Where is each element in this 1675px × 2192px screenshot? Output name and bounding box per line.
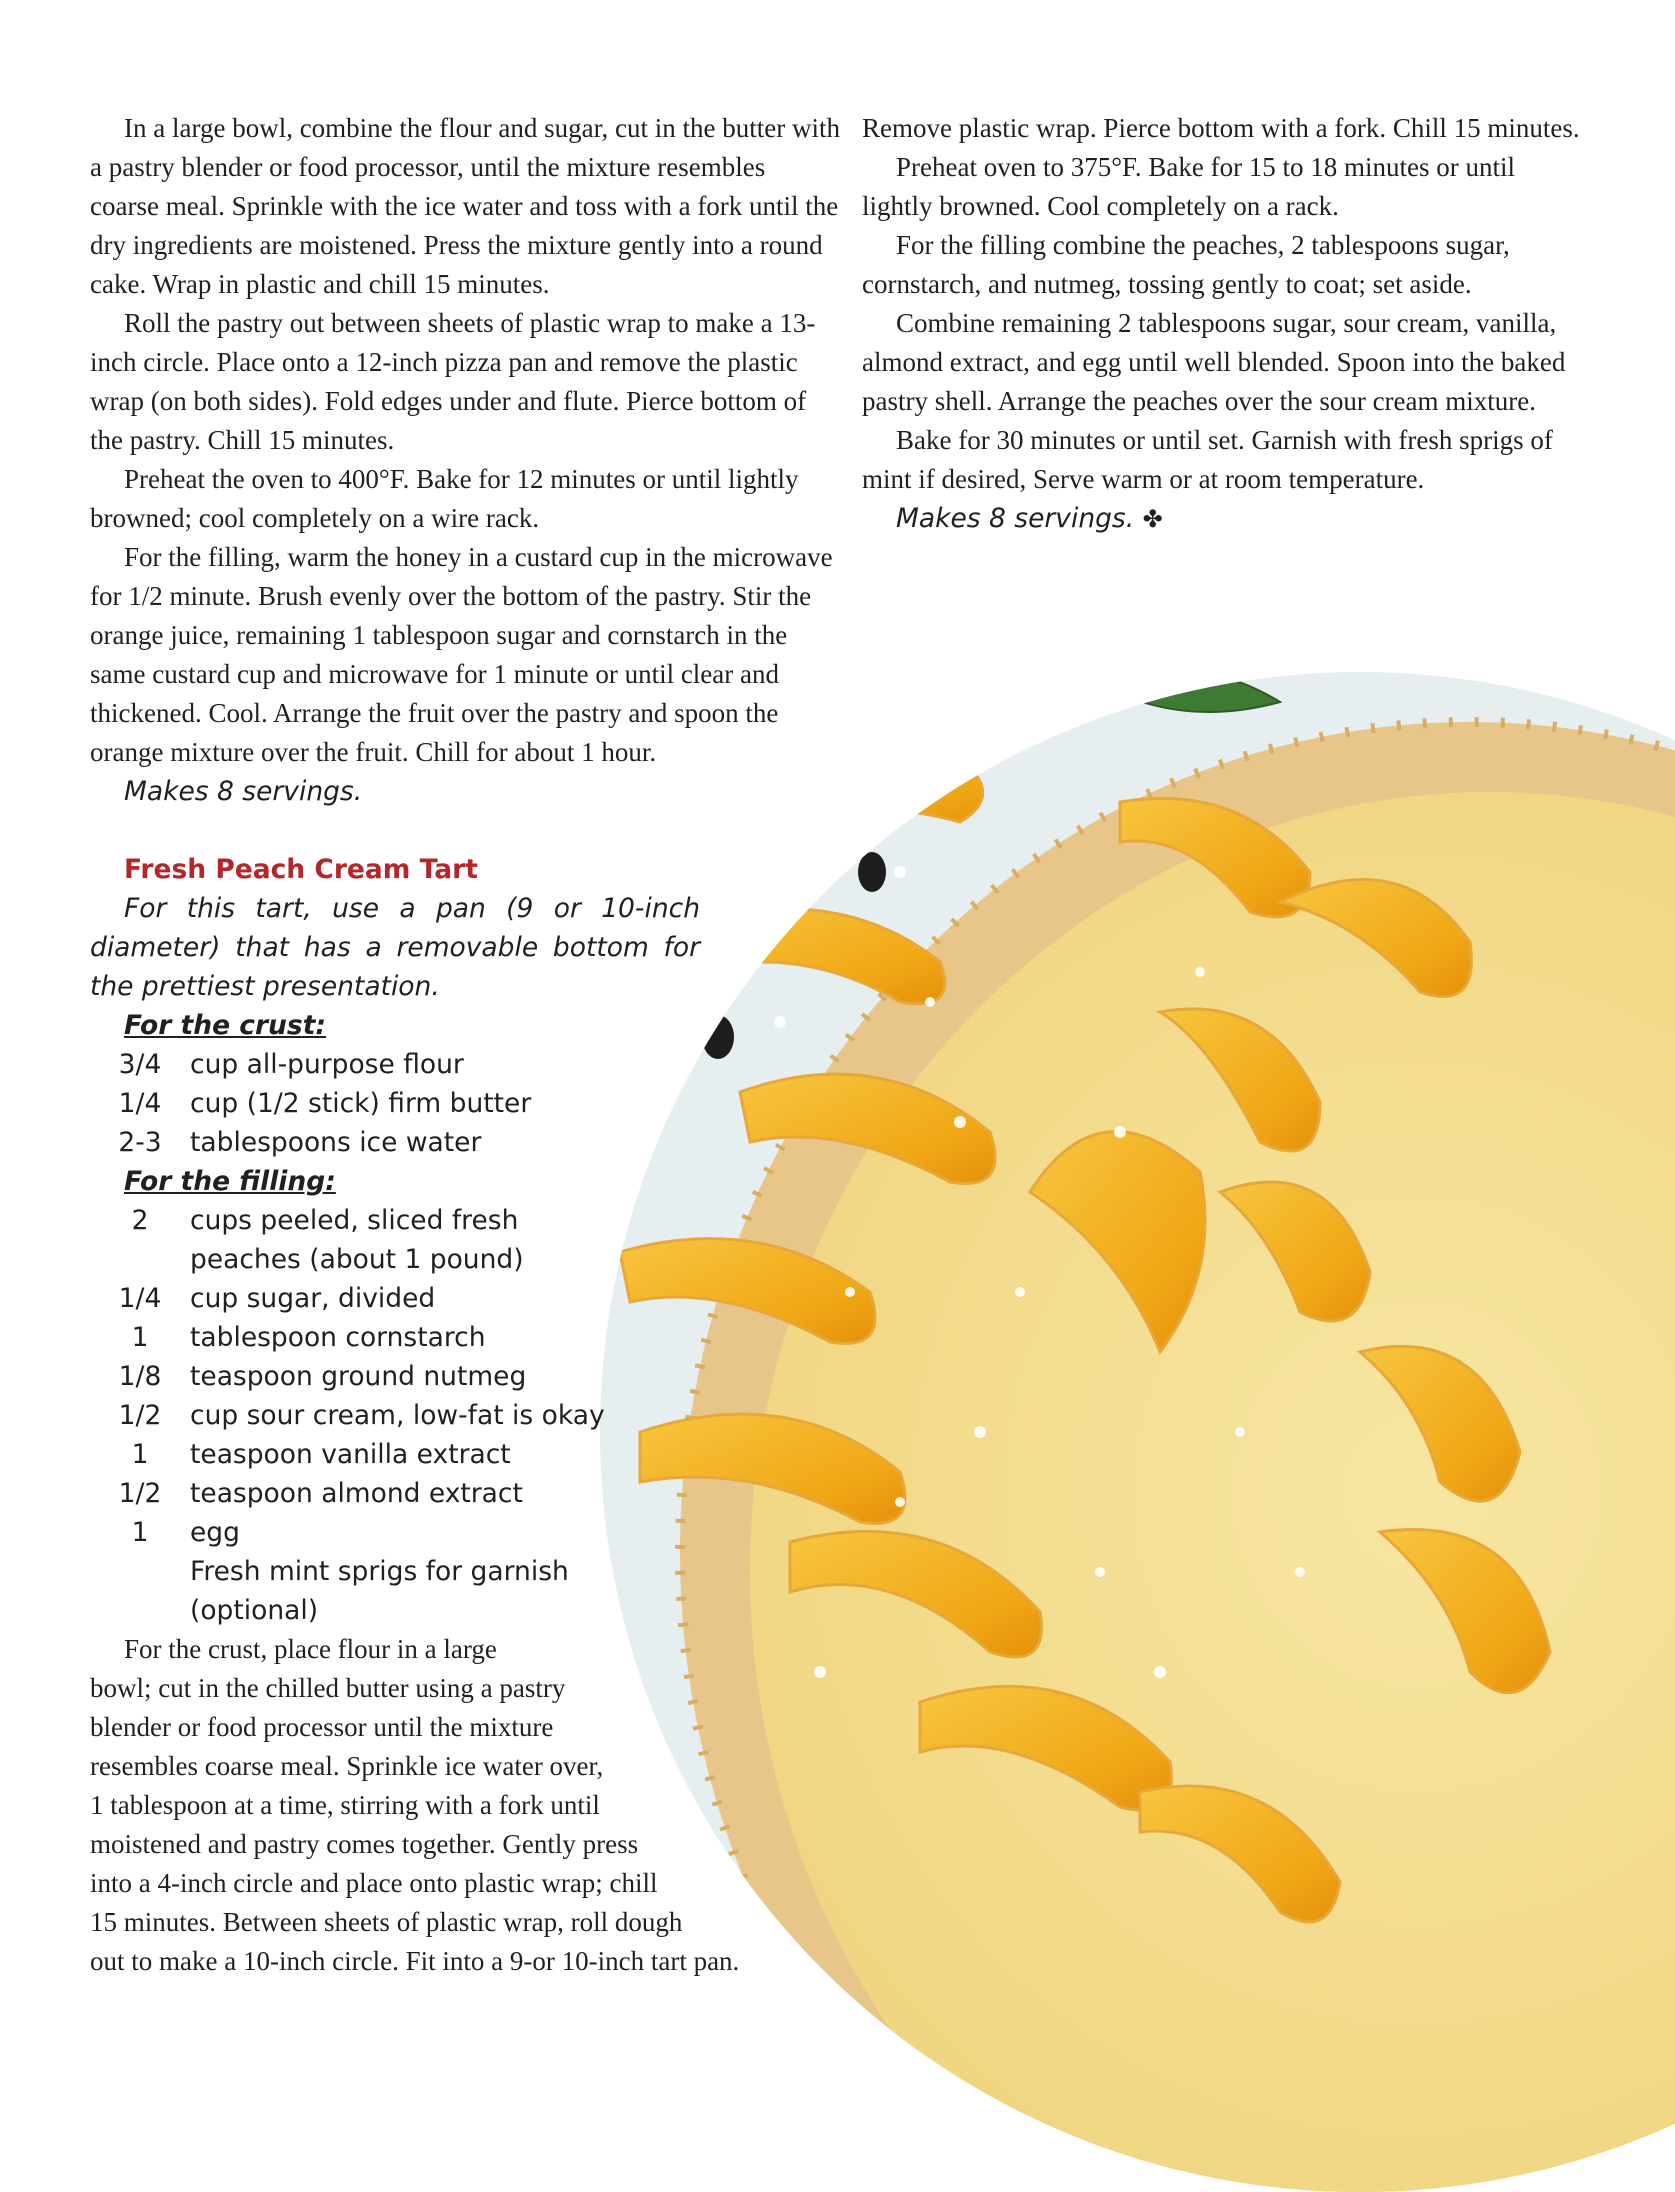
- instruction-paragraph: Preheat the oven to 400°F. Bake for 12 minutes or until lightly browned; cool completely on a wire rack.: [90, 464, 799, 533]
- method-line: blender or food processor until the mixture: [90, 1712, 554, 1742]
- ingredient-row: [90, 1279, 700, 1318]
- ingredient-amount: [90, 1552, 190, 1591]
- ingredient-item: teaspoon vanilla extract: [190, 1439, 511, 1470]
- method-line: moistened and pastry comes together. Gently press: [90, 1829, 639, 1859]
- right-column: [862, 109, 1592, 539]
- crust-method: [90, 1630, 840, 1981]
- ingredient-item: peaches (about 1 pound): [190, 1244, 524, 1275]
- instruction-paragraph: Combine remaining 2 tablespoons sugar, sour cream, vanilla, almond extract, and egg until well blended. Spoon into the baked pastry shell. Arrange the peaches over the sour cream mixture.: [862, 308, 1566, 416]
- ingredient-row: [90, 1045, 700, 1084]
- recipe-title: Fresh Peach Cream Tart: [124, 854, 478, 885]
- method-line: into a 4-inch circle and place onto plastic wrap; chill: [90, 1868, 658, 1898]
- ingredient-item: tablespoon cornstarch: [190, 1322, 486, 1353]
- recipe-note: For this tart, use a pan (9 or 10-inch diameter) that has a removable bottom for the prettiest presentation.: [90, 893, 700, 1002]
- ingredient-item: cup sour cream, low-fat is okay: [190, 1400, 605, 1431]
- instruction-paragraph: Bake for 30 minutes or until set. Garnish with fresh sprigs of mint if desired, Serve warm or at room temperature.: [862, 425, 1553, 494]
- ingredient-amount: 1: [131, 1322, 149, 1353]
- ingredient-amount: 1/2: [118, 1478, 162, 1509]
- ingredient-amount: 1: [131, 1517, 149, 1548]
- ingredient-item: tablespoons ice water: [190, 1127, 482, 1158]
- instruction-paragraph: Roll the pastry out between sheets of plastic wrap to make a 13-inch circle. Place onto a 12-inch pizza pan and remove the plastic wrap (on both sides). Fold edges under and flute. Pierce bottom of the pastry. Chill 15 minutes.: [90, 308, 816, 455]
- ingredient-item: cup all-purpose flour: [190, 1049, 464, 1080]
- ingredient-row: [90, 1123, 700, 1162]
- mint-garnish: [850, 672, 1280, 712]
- ingredient-amount: 1/2: [118, 1400, 162, 1431]
- end-mark-icon: ✤: [1142, 505, 1163, 533]
- instruction-paragraph: Remove plastic wrap. Pierce bottom with a fork. Chill 15 minutes.: [862, 113, 1580, 143]
- ingredient-item: Fresh mint sprigs for garnish: [190, 1556, 569, 1587]
- ingredient-row: [90, 1240, 700, 1279]
- ingredient-amount: 2: [131, 1205, 149, 1236]
- instruction-paragraph: Preheat oven to 375°F. Bake for 15 to 18 minutes or until lightly browned. Cool completely on a rack.: [862, 152, 1516, 221]
- instruction-paragraph: In a large bowl, combine the flour and sugar, cut in the butter with a pastry blender or food processor, until the mixture resembles coarse meal. Sprinkle with the ice water and toss with a fork until the dry ingredients are moistened. Press the mixture gently into a round cake. Wrap in plastic and chill 15 minutes.: [90, 113, 840, 299]
- ingredient-row: [90, 1084, 700, 1123]
- ingredient-amount: 1: [131, 1439, 149, 1470]
- ingredient-item: (optional): [190, 1595, 319, 1626]
- ingredient-amount: [90, 1240, 190, 1279]
- method-line: resembles coarse meal. Sprinkle ice water over,: [90, 1751, 604, 1781]
- ingredient-amount: 1/8: [118, 1361, 162, 1392]
- ingredient-row: [90, 1513, 700, 1552]
- ingredient-amount: 2-3: [118, 1127, 162, 1158]
- method-line: 15 minutes. Between sheets of plastic wrap, roll dough: [90, 1907, 683, 1937]
- ingredient-row: [90, 1591, 700, 1630]
- method-line: out to make a 10-inch circle. Fit into a 9-or 10-inch tart pan.: [90, 1946, 740, 1976]
- makes-servings: Makes 8 servings.: [124, 776, 363, 807]
- ingredient-row: [90, 1396, 700, 1435]
- ingredient-item: egg: [190, 1517, 240, 1548]
- filling-heading: For the filling:: [124, 1166, 336, 1197]
- ingredient-amount: 1/4: [118, 1088, 162, 1119]
- ingredient-row: [90, 1318, 700, 1357]
- recipe-block: [90, 850, 700, 1630]
- ingredient-amount: 3/4: [118, 1049, 162, 1080]
- ingredient-row: [90, 1357, 700, 1396]
- method-line: For the crust, place flour in a large: [124, 1634, 497, 1664]
- ingredient-row: [90, 1552, 700, 1591]
- ingredient-item: cup sugar, divided: [190, 1283, 436, 1314]
- ingredient-amount: [90, 1591, 190, 1630]
- ingredient-row: [90, 1201, 700, 1240]
- instruction-paragraph: For the filling, warm the honey in a custard cup in the microwave for 1/2 minute. Brush evenly over the bottom of the pastry. Stir the orange juice, remaining 1 tablespoon sugar and cornstarch in the same custard cup and microwave for 1 minute or until clear and thickened. Cool. Arrange the fruit over the pastry and spoon the orange mixture over the fruit. Chill for about 1 hour.: [90, 542, 833, 767]
- ingredient-item: cup (1/2 stick) firm butter: [190, 1088, 532, 1119]
- instruction-paragraph: For the filling combine the peaches, 2 tablespoons sugar, cornstarch, and nutmeg, tossing gently to coat; set aside.: [862, 230, 1510, 299]
- ingredient-item: teaspoon almond extract: [190, 1478, 523, 1509]
- ingredient-item: cups peeled, sliced fresh: [190, 1205, 519, 1236]
- left-column: [90, 109, 840, 1981]
- crust-heading: For the crust:: [124, 1010, 326, 1041]
- method-line: bowl; cut in the chilled butter using a pastry: [90, 1673, 566, 1703]
- plate-hole: [858, 852, 886, 892]
- makes-servings-line: [862, 499, 1592, 539]
- ingredient-item: teaspoon ground nutmeg: [190, 1361, 527, 1392]
- method-line: 1 tablespoon at a time, stirring with a fork until: [90, 1790, 600, 1820]
- makes-servings: Makes 8 servings.: [896, 503, 1135, 534]
- ingredient-row: [90, 1474, 700, 1513]
- ingredient-row: [90, 1435, 700, 1474]
- ingredient-amount: 1/4: [118, 1283, 162, 1314]
